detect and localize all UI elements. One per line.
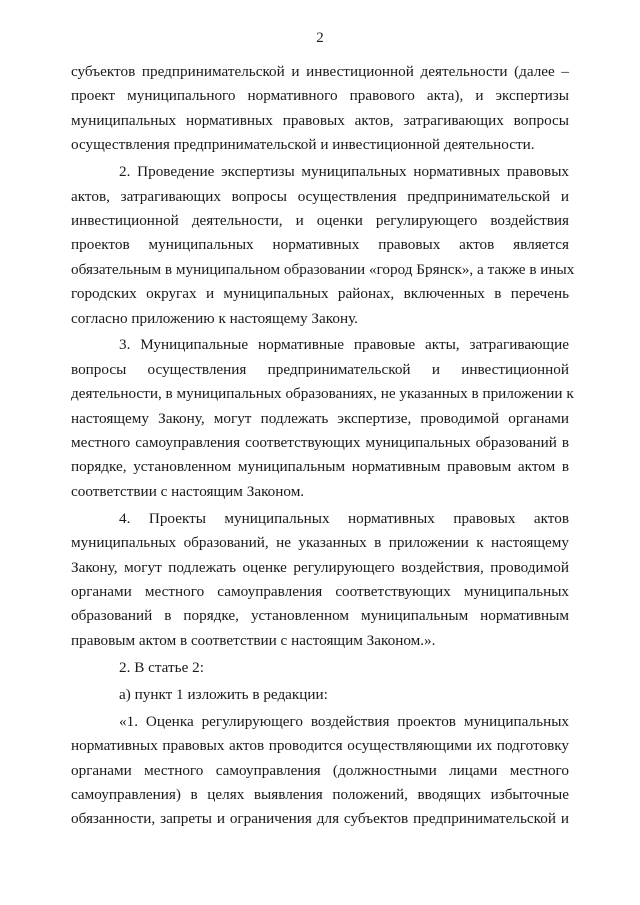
text-line: местного самоуправления соответствующих муниципальных образований в bbox=[71, 434, 569, 452]
paragraph-item-4 bbox=[71, 507, 569, 653]
text-line: правовым актом в соответствии с настоящим Законом.». bbox=[71, 631, 436, 649]
text-line: образований в порядке, установленном муниципальным нормативным bbox=[71, 607, 569, 625]
text-line: муниципальных нормативных правовых актов, затрагивающих вопросы bbox=[71, 111, 569, 129]
page-number: 2 bbox=[316, 30, 324, 46]
text-line: настоящему Закону, могут подлежать экспертизе, проводимой органами bbox=[71, 409, 569, 427]
text-line: городских округах и муниципальных районах, включенных в перечень bbox=[71, 285, 569, 303]
text-line: муниципальных образований, не указанных в приложении к настоящему bbox=[71, 534, 569, 552]
text-line: обязательным в муниципальном образовании «город Брянск», а также в иных bbox=[71, 260, 575, 278]
text-line: самоуправления) в целях выявления положений, вводящих избыточные bbox=[71, 785, 569, 803]
text-line: органами местного самоуправления соответствующих муниципальных bbox=[71, 582, 569, 600]
text-line: проектов муниципальных нормативных правовых актов является bbox=[71, 236, 569, 254]
paragraph-article-2 bbox=[71, 656, 569, 680]
document-body bbox=[71, 60, 575, 834]
text-line: обязанности, запреты и ограничения для субъектов предпринимательской и bbox=[71, 810, 569, 828]
paragraph-continuation bbox=[71, 60, 569, 158]
text-line: согласно приложению к настоящему Закону. bbox=[71, 309, 358, 327]
text-line: 4. Проекты муниципальных нормативных правовых актов bbox=[119, 509, 569, 527]
paragraph-item-2 bbox=[71, 160, 575, 331]
text-line: инвестиционной деятельности, и оценки регулирующего воздействия bbox=[71, 211, 569, 229]
text-line: порядке, установленном муниципальным нормативным правовым актом в bbox=[71, 458, 569, 476]
text-line: а) пункт 1 изложить в редакции: bbox=[119, 685, 328, 703]
paragraph-item-3 bbox=[71, 333, 574, 504]
text-line: «1. Оценка регулирующего воздействия проектов муниципальных bbox=[119, 712, 569, 730]
text-line: осуществления предпринимательской и инвестиционной деятельности. bbox=[71, 136, 535, 154]
text-line: соответствии с настоящим Законом. bbox=[71, 482, 305, 500]
paragraph-subitem-a bbox=[71, 683, 569, 707]
text-line: субъектов предпринимательской и инвестиционной деятельности (далее – bbox=[71, 63, 569, 80]
paragraph-quoted-item-1 bbox=[71, 710, 569, 832]
text-line: 2. В статье 2: bbox=[119, 658, 204, 676]
text-line: проект муниципального нормативного правового акта), и экспертизы bbox=[71, 87, 569, 105]
text-line: органами местного самоуправления (должностными лицами местного bbox=[71, 761, 569, 779]
text-line: 2. Проведение экспертизы муниципальных нормативных правовых bbox=[119, 163, 569, 181]
text-line: актов, затрагивающих вопросы осуществления предпринимательской и bbox=[71, 187, 569, 205]
text-line: деятельности, в муниципальных образованиях, не указанных в приложении к bbox=[71, 385, 574, 403]
text-line: Закону, могут подлежать оценке регулирующего воздействия, проводимой bbox=[71, 558, 569, 576]
text-line: 3. Муниципальные нормативные правовые акты, затрагивающие bbox=[119, 336, 569, 354]
text-line: вопросы осуществления предпринимательской и инвестиционной bbox=[71, 360, 569, 378]
text-line: нормативных правовых актов проводится осуществляющими их подготовку bbox=[71, 737, 569, 755]
